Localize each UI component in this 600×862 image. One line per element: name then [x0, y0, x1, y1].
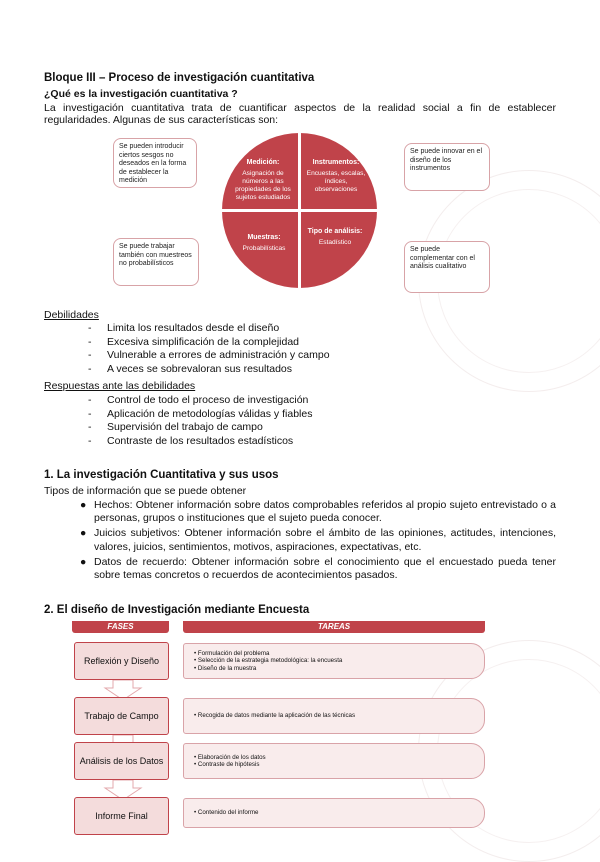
respuestas-title: Respuestas ante las debilidades — [44, 380, 196, 392]
callout-bottom-right: Se puede complementar con el análisis cualitativo — [404, 241, 490, 293]
phase-informe-final: Informe Final — [74, 797, 169, 835]
section2-title: 2. El diseño de Investigación mediante Encuesta — [44, 604, 310, 616]
tasks-analisis-datos — [183, 743, 485, 779]
quadrant-instrumentos-text: Encuestas, escalas, índices, observaciones — [306, 170, 366, 193]
task-item-text: Recogida de datos mediante la aplicación de las técnicas — [197, 712, 356, 720]
task-item: • Contenido del informe — [194, 809, 259, 817]
characteristics-circle — [222, 133, 377, 288]
quadrant-instrumentos — [301, 133, 377, 209]
callout-top-right: Se puede innovar en el diseño de los instrumentos — [404, 143, 490, 191]
list-item-text: Contraste de los resultados estadísticos — [107, 434, 294, 447]
list-item-text: Limita los resultados desde el diseño — [107, 322, 280, 334]
list-item: - Excesiva simplificación de la complejidad — [88, 335, 300, 348]
respuestas-list — [88, 394, 312, 448]
list-item: - Aplicación de metodologías válidas y fiables — [88, 407, 313, 420]
quadrant-analisis-text: Estadístico — [318, 239, 352, 246]
list-item-text: Vulnerable a errores de administración y campo — [107, 349, 330, 362]
phase-trabajo-campo: Trabajo de Campo — [74, 697, 169, 735]
list-item-text: A veces se sobrevaloran sus resultados — [107, 362, 293, 375]
information-types-list — [80, 499, 556, 584]
list-item — [80, 499, 556, 525]
bullet-icon: ● — [80, 555, 87, 568]
list-item-text: Datos de recuerdo: Obtener información sobre el conocimiento que el encuestado pueda tener sobre temas concretos o recuerdos de acontecimientos pasados. — [94, 555, 556, 582]
quadrant-medicion-title: Medición: — [246, 159, 280, 166]
phase-analisis-datos: Análisis de los Datos — [74, 742, 169, 780]
question-heading: ¿Qué es la investigación cuantitativa ? — [44, 88, 238, 100]
quadrant-muestras-title: Muestras: — [247, 234, 281, 241]
list-item-text: Control de todo el proceso de investigación — [107, 394, 309, 406]
list-item-text: Aplicación de metodologías válidas y fiables — [107, 407, 313, 420]
section1-subtitle: Tipos de información que se puede obtener — [44, 485, 247, 497]
tasks-reflexion-diseno — [183, 643, 485, 679]
task-item-text: Selección de la estrategia metodológica: la encuesta — [197, 657, 343, 665]
debilidades-list — [88, 322, 330, 376]
bullet-icon: ● — [80, 527, 87, 540]
list-item: - A veces se sobrevaloran sus resultados — [88, 362, 293, 375]
quadrant-medicion-text: Asignación de números a las propiedades de los sujetos estudiados — [235, 170, 291, 201]
quadrant-instrumentos-title: Instrumentos: — [312, 159, 360, 166]
task-item: • Diseño de la muestra — [194, 664, 257, 672]
list-item: - Limita los resultados desde el diseño — [88, 322, 280, 334]
task-item-text: Formulación del problema — [197, 649, 270, 657]
list-item-text: Hechos: Obtener información sobre datos comprobables referidos al propio sujeto entrevistado o a personas, grupos o instituciones que el sujeto pueda conocer. — [94, 499, 556, 525]
bullet-icon: ● — [80, 499, 87, 511]
section1-title: 1. La investigación Cuantitativa y sus usos — [44, 469, 279, 481]
task-item: • Elaboración de los datos — [194, 753, 266, 761]
list-item-text: Excesiva simplificación de la complejidad — [107, 335, 300, 348]
list-item — [80, 527, 556, 553]
tasks-informe-final — [183, 798, 485, 828]
task-item-text: Contraste de hipótesis — [197, 761, 260, 768]
phase-reflexion-diseno: Reflexión y Diseño — [74, 642, 169, 680]
page-heading: Bloque III – Proceso de investigación cuantitativa — [44, 72, 315, 84]
task-item: • Selección de la estrategia metodológica: la encuesta — [194, 657, 343, 665]
task-item-text: Diseño de la muestra — [197, 664, 257, 672]
quadrant-medicion — [222, 133, 298, 209]
task-item-text: Contenido del informe — [197, 809, 259, 817]
tasks-trabajo-campo — [183, 698, 485, 734]
task-item-text: Elaboración de los datos — [197, 753, 266, 761]
quadrant-analisis-title: Tipo de análisis: — [307, 228, 363, 235]
list-item-text: Supervisión del trabajo de campo — [107, 421, 263, 434]
quadrant-analisis — [301, 212, 377, 288]
list-item: - Control de todo el proceso de investigación — [88, 394, 309, 406]
quadrant-muestras — [222, 212, 298, 288]
tasks-header: TAREAS — [183, 621, 485, 633]
task-item: • Recogida de datos mediante la aplicación de las técnicas — [194, 712, 356, 720]
list-item: - Supervisión del trabajo de campo — [88, 421, 263, 434]
task-item: • Formulación del problema — [194, 649, 270, 657]
callout-top-left: Se pueden introducir ciertos sesgos no deseados en la forma de establecer la medición — [113, 138, 197, 188]
task-item: • Contraste de hipótesis — [194, 761, 260, 768]
quadrant-muestras-text: Probabilísticas — [242, 245, 286, 252]
phases-header: FASES — [72, 621, 169, 633]
list-item: - Contraste de los resultados estadísticos — [88, 434, 294, 447]
list-item — [80, 556, 556, 582]
callout-bottom-left: Se puede trabajar también con muestreos no probabilísticos — [113, 238, 199, 286]
list-item: - Vulnerable a errores de administración y campo — [88, 349, 330, 362]
list-item-text: Juicios subjetivos: Obtener información sobre el ámbito de las opiniones, actitudes, intenciones, valores, juicios, sentimientos, motivos, aspiraciones, expectativas, etc. — [94, 527, 556, 553]
debilidades-title: Debilidades — [44, 309, 99, 321]
intro-paragraph: La investigación cuantitativa trata de cuantificar aspectos de la realidad social a fin de establecer regularidades. Algunas de sus características son: — [44, 102, 556, 126]
